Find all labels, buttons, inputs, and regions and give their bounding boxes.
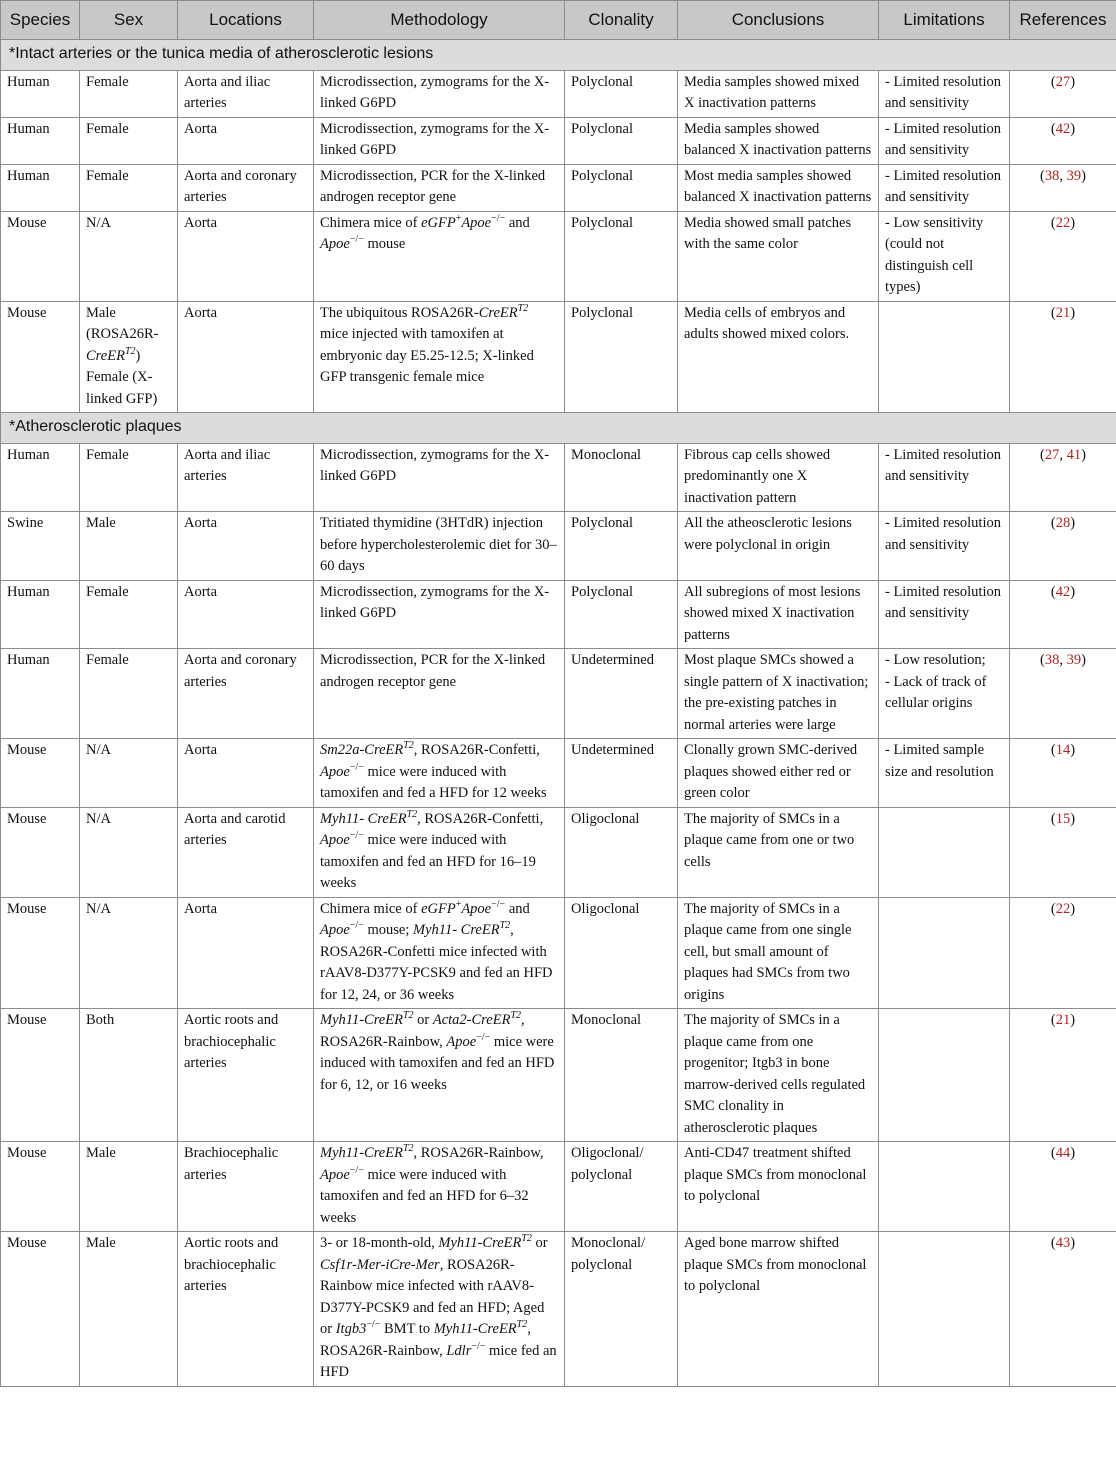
cell-conclusions: Fibrous cap cells showed predominantly one X inactivation pattern	[678, 443, 879, 512]
cell-limitations: - Limited resolution and sensitivity	[879, 117, 1010, 164]
reference-link[interactable]: 38	[1044, 167, 1060, 184]
cell-sex: Both	[80, 1009, 178, 1142]
cell-sex: Female	[80, 580, 178, 649]
cell-clonality: Polyclonal	[565, 301, 678, 413]
cell-sex: N/A	[80, 807, 178, 897]
table-body	[1, 40, 1116, 1387]
cell-conclusions: The majority of SMCs in a plaque came from one single cell, but small amount of plaques had SMCs from two origins	[678, 897, 879, 1009]
cell-locations: Aorta	[178, 301, 314, 413]
cell-species: Mouse	[1, 807, 80, 897]
reference-link[interactable]: 21	[1055, 1012, 1071, 1028]
cell-references: (38, 39)	[1010, 649, 1116, 739]
header-sex: Sex	[80, 1, 178, 40]
table-row	[1, 117, 1116, 164]
cell-species: Human	[1, 164, 80, 211]
cell-conclusions: Media samples showed mixed X inactivation patterns	[678, 70, 879, 117]
cell-conclusions: Clonally grown SMC-derived plaques showed either red or green color	[678, 739, 879, 808]
cell-conclusions: Most plaque SMCs showed a single pattern of X inactivation; the pre-existing patches in normal arteries were large	[678, 649, 879, 739]
table-row	[1, 1232, 1116, 1387]
cell-sex: Male	[80, 512, 178, 581]
cell-conclusions: The majority of SMCs in a plaque came from one progenitor; Itgb3 in bone marrow-derived cells regulated SMC clonality in atherosclerotic plaques	[678, 1009, 879, 1142]
reference-link[interactable]: 41	[1066, 446, 1082, 463]
cell-species: Mouse	[1, 1009, 80, 1142]
table-row	[1, 164, 1116, 211]
cell-locations: Aorta and iliac arteries	[178, 443, 314, 512]
reference-link[interactable]: 22	[1055, 900, 1071, 917]
reference-link[interactable]: 28	[1055, 515, 1071, 531]
header-species: Species	[1, 1, 80, 40]
cell-methodology: The ubiquitous ROSA26R-CreER$^{T2}$ mice injected with tamoxifen at embryonic day E5.25-12.5; X-linked GFP transgenic female mice	[314, 301, 565, 413]
table-row	[1, 1142, 1116, 1232]
reference-link[interactable]: 27	[1044, 446, 1060, 463]
cell-sex: N/A	[80, 211, 178, 301]
cell-conclusions: The majority of SMCs in a plaque came from one or two cells	[678, 807, 879, 897]
cell-species: Mouse	[1, 739, 80, 808]
cell-sex: N/A	[80, 739, 178, 808]
table-row	[1, 580, 1116, 649]
cell-conclusions: Media showed small patches with the same color	[678, 211, 879, 301]
cell-methodology: Microdissection, zymograms for the X-linked G6PD	[314, 580, 565, 649]
cell-limitations	[879, 301, 1010, 413]
cell-conclusions: Anti-CD47 treatment shifted plaque SMCs from monoclonal to polyclonal	[678, 1142, 879, 1232]
cell-clonality: Polyclonal	[565, 211, 678, 301]
header-conclusions: Conclusions	[678, 1, 879, 40]
cell-references: (42)	[1010, 580, 1116, 649]
table-row	[1, 70, 1116, 117]
header-methodology: Methodology	[314, 1, 565, 40]
cell-species: Human	[1, 117, 80, 164]
table-row	[1, 1009, 1116, 1142]
cell-conclusions: All the atheosclerotic lesions were polyclonal in origin	[678, 512, 879, 581]
reference-link[interactable]: 39	[1066, 652, 1082, 668]
cell-limitations: - Low sensitivity (could not distinguish cell types)	[879, 211, 1010, 301]
cell-locations: Aorta and iliac arteries	[178, 70, 314, 117]
cell-species: Human	[1, 443, 80, 512]
cell-methodology: Tritiated thymidine (3HTdR) injection before hypercholesterolemic diet for 30–60 days	[314, 512, 565, 581]
cell-methodology: Myh11-CreER$^{T2}$ or Acta2-CreER$^{T2}$, ROSA26R-Rainbow, Apoe−/− mice were induced with tamoxifen and fed an HFD for 6, 12, or 16 weeks	[314, 1009, 565, 1142]
cell-conclusions: Media samples showed balanced X inactivation patterns	[678, 117, 879, 164]
cell-methodology: Chimera mice of eGFP+Apoe−/− and Apoe−/− mouse	[314, 211, 565, 301]
cell-clonality: Polyclonal	[565, 117, 678, 164]
cell-locations: Aortic roots and brachiocephalic arteries	[178, 1009, 314, 1142]
table-row	[1, 649, 1116, 739]
cell-references: (42)	[1010, 117, 1116, 164]
cell-methodology: Myh11-CreER$^{T2}$, ROSA26R-Rainbow, Apoe−/− mice were induced with tamoxifen and fed an HFD for 6–32 weeks	[314, 1142, 565, 1232]
cell-methodology: Myh11- CreER$^{T2}$, ROSA26R-Confetti, Apoe−/− mice were induced with tamoxifen and fed an HFD for 16–19 weeks	[314, 807, 565, 897]
cell-conclusions: All subregions of most lesions showed mixed X inactivation patterns	[678, 580, 879, 649]
cell-locations: Aorta	[178, 512, 314, 581]
table-row	[1, 512, 1116, 581]
cell-limitations: - Limited resolution and sensitivity	[879, 580, 1010, 649]
cell-clonality: Oligoclonal/ polyclonal	[565, 1142, 678, 1232]
cell-conclusions: Most media samples showed balanced X inactivation patterns	[678, 164, 879, 211]
cell-references: (22)	[1010, 897, 1116, 1009]
cell-limitations: - Limited resolution and sensitivity	[879, 164, 1010, 211]
cell-references: (43)	[1010, 1232, 1116, 1387]
cell-references: (15)	[1010, 807, 1116, 897]
cell-methodology: Microdissection, PCR for the X-linked androgen receptor gene	[314, 649, 565, 739]
cell-species: Mouse	[1, 211, 80, 301]
cell-sex: Male	[80, 1142, 178, 1232]
cell-species: Human	[1, 649, 80, 739]
header-clonality: Clonality	[565, 1, 678, 40]
cell-sex: Female	[80, 164, 178, 211]
section-row	[1, 413, 1116, 444]
cell-sex: Female	[80, 117, 178, 164]
cell-references: (28)	[1010, 512, 1116, 581]
cell-locations: Aorta	[178, 117, 314, 164]
reference-link[interactable]: 14	[1055, 742, 1071, 758]
cell-limitations: - Limited resolution and sensitivity	[879, 512, 1010, 581]
cell-references: (44)	[1010, 1142, 1116, 1232]
cell-limitations	[879, 807, 1010, 897]
cell-references: (22)	[1010, 211, 1116, 301]
cell-locations: Aorta	[178, 897, 314, 1009]
cell-references: (21)	[1010, 1009, 1116, 1142]
table-row	[1, 443, 1116, 512]
table-row	[1, 211, 1116, 301]
cell-references: (14)	[1010, 739, 1116, 808]
section-row	[1, 40, 1116, 71]
cell-references: (21)	[1010, 301, 1116, 413]
cell-sex: N/A	[80, 897, 178, 1009]
cell-locations: Aorta	[178, 739, 314, 808]
cell-species: Swine	[1, 512, 80, 581]
section-title: *Intact arteries or the tunica media of atherosclerotic lesions	[1, 40, 1116, 71]
reference-link[interactable]: 39	[1066, 167, 1082, 184]
cell-clonality: Monoclonal	[565, 1009, 678, 1142]
cell-sex: Female	[80, 70, 178, 117]
cell-species: Mouse	[1, 897, 80, 1009]
cell-methodology: Microdissection, zymograms for the X-linked G6PD	[314, 70, 565, 117]
reference-link[interactable]: 42	[1055, 120, 1071, 137]
reference-link[interactable]: 22	[1055, 214, 1071, 231]
cell-locations: Aorta	[178, 580, 314, 649]
cell-methodology: Sm22a-CreER$^{T2}$, ROSA26R-Confetti, Apoe−/− mice were induced with tamoxifen and fed a HFD for 12 weeks	[314, 739, 565, 808]
cell-conclusions: Media cells of embryos and adults showed mixed colors.	[678, 301, 879, 413]
reference-link[interactable]: 21	[1055, 304, 1071, 321]
cell-sex: Male (ROSA26R-CreER$^{T2}$) Female (X-linked GFP)	[80, 301, 178, 413]
reference-link[interactable]: 15	[1055, 810, 1071, 827]
cell-limitations	[879, 1142, 1010, 1232]
cell-locations: Aortic roots and brachiocephalic arteries	[178, 1232, 314, 1387]
cell-species: Mouse	[1, 1232, 80, 1387]
table-row	[1, 897, 1116, 1009]
header-limitations: Limitations	[879, 1, 1010, 40]
cell-species: Human	[1, 70, 80, 117]
cell-clonality: Oligoclonal	[565, 897, 678, 1009]
cell-methodology: Microdissection, zymograms for the X-linked G6PD	[314, 117, 565, 164]
cell-species: Mouse	[1, 301, 80, 413]
cell-clonality: Undetermined	[565, 649, 678, 739]
cell-limitations: - Limited sample size and resolution	[879, 739, 1010, 808]
reference-link[interactable]: 43	[1055, 1235, 1071, 1251]
reference-link[interactable]: 27	[1055, 73, 1071, 90]
table-row	[1, 807, 1116, 897]
cell-clonality: Polyclonal	[565, 164, 678, 211]
cell-limitations	[879, 1232, 1010, 1387]
cell-clonality: Polyclonal	[565, 580, 678, 649]
reference-link[interactable]: 44	[1055, 1145, 1071, 1161]
cell-sex: Female	[80, 649, 178, 739]
cell-sex: Male	[80, 1232, 178, 1387]
cell-limitations: - Low resolution; - Lack of track of cellular origins	[879, 649, 1010, 739]
cell-clonality: Monoclonal/ polyclonal	[565, 1232, 678, 1387]
cell-limitations	[879, 897, 1010, 1009]
cell-locations: Aorta and coronary arteries	[178, 164, 314, 211]
cell-clonality: Monoclonal	[565, 443, 678, 512]
cell-limitations: - Limited resolution and sensitivity	[879, 70, 1010, 117]
cell-clonality: Polyclonal	[565, 512, 678, 581]
cell-locations: Aorta	[178, 211, 314, 301]
header-references: References	[1010, 1, 1116, 40]
cell-references: (38, 39)	[1010, 164, 1116, 211]
reference-link[interactable]: 38	[1044, 652, 1060, 668]
cell-clonality: Polyclonal	[565, 70, 678, 117]
cell-references: (27)	[1010, 70, 1116, 117]
table-row	[1, 301, 1116, 413]
cell-clonality: Oligoclonal	[565, 807, 678, 897]
cell-references: (27, 41)	[1010, 443, 1116, 512]
cell-limitations	[879, 1009, 1010, 1142]
cell-methodology: Microdissection, PCR for the X-linked androgen receptor gene	[314, 164, 565, 211]
cell-sex: Female	[80, 443, 178, 512]
cell-locations: Aorta and coronary arteries	[178, 649, 314, 739]
cell-species: Human	[1, 580, 80, 649]
cell-species: Mouse	[1, 1142, 80, 1232]
header-locations: Locations	[178, 1, 314, 40]
cell-limitations: - Limited resolution and sensitivity	[879, 443, 1010, 512]
reference-link[interactable]: 42	[1055, 583, 1071, 600]
cell-locations: Brachiocephalic arteries	[178, 1142, 314, 1232]
cell-methodology: Microdissection, zymograms for the X-linked G6PD	[314, 443, 565, 512]
cell-clonality: Undetermined	[565, 739, 678, 808]
table-row	[1, 739, 1116, 808]
cell-locations: Aorta and carotid arteries	[178, 807, 314, 897]
cell-conclusions: Aged bone marrow shifted plaque SMCs from monoclonal to polyclonal	[678, 1232, 879, 1387]
section-title: *Atherosclerotic plaques	[1, 413, 1116, 444]
header-row	[1, 1, 1116, 40]
cell-methodology: Chimera mice of eGFP+Apoe−/− and Apoe−/− mouse; Myh11- CreER$^{T2}$, ROSA26R-Confetti mice infected with rAAV8-D377Y-PCSK9 and fed an HFD for 12, 24, or 36 weeks	[314, 897, 565, 1009]
cell-methodology: 3- or 18-month-old, Myh11-CreER$^{T2}$ or Csf1r-Mer-iCre-Mer, ROSA26R-Rainbow mice infected with rAAV8-D377Y-PCSK9 and fed an HFD; Aged or Itgb3−/− BMT to Myh11-CreER$^{T2}$, ROSA26R-Rainbow, Ldlr−/− mice fed an HFD	[314, 1232, 565, 1387]
